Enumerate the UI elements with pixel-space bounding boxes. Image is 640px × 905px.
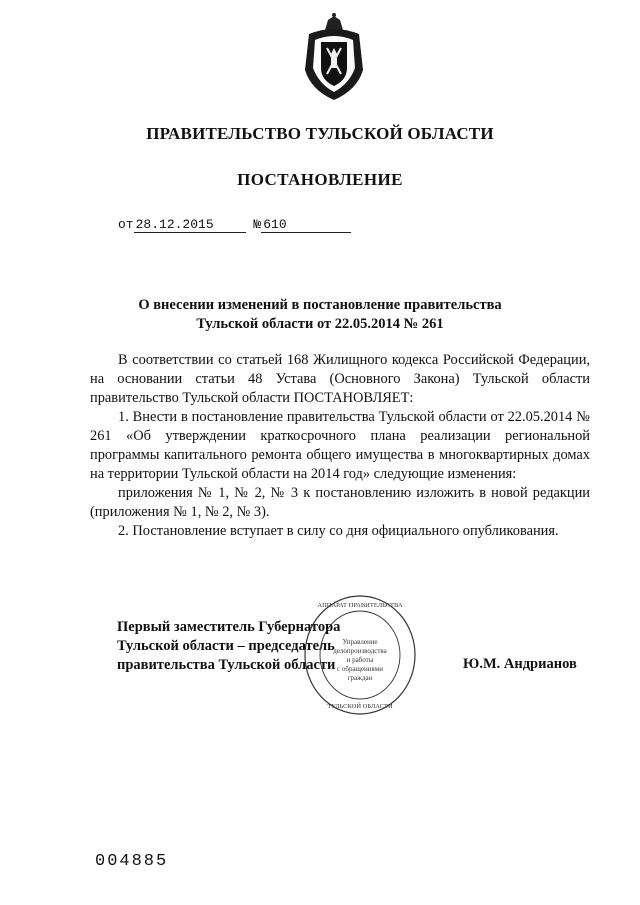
organization-title: ПРАВИТЕЛЬСТВО ТУЛЬСКОЙ ОБЛАСТИ bbox=[146, 124, 494, 143]
subject-line-1: О внесении изменений в постановление правительства bbox=[138, 297, 502, 313]
position-line-3: правительства Тульской области bbox=[117, 657, 336, 673]
item-1-paragraph: 1. Внести в постановление правительства Тульской области от 22.05.2014 № 261 «Об утверждении краткосрочного плана реализации региональной программы капитального ремонта общего имущества в многоквартирных домах на территории Тульской области на 2014 год» следующие изменения: bbox=[90, 409, 590, 482]
preamble-paragraph: В соответствии со статьей 168 Жилищного кодекса Российской Федерации, на основании статьи 48 Устава (Основного Закона) Тульской области правительство Тульской области ПОСТАНОВЛЯЕТ: bbox=[90, 352, 590, 406]
position-line-1: Первый заместитель Губернатора bbox=[117, 619, 341, 635]
coat-of-arms-emblem bbox=[301, 12, 367, 102]
svg-text:с обращениями: с обращениями bbox=[337, 665, 383, 673]
svg-text:делопроизводства: делопроизводства bbox=[333, 647, 387, 655]
registration-date: 28.12.2015 bbox=[134, 218, 246, 233]
signatory-name: Ю.М. Андрианов bbox=[463, 656, 577, 672]
position-line-2: Тульской области – председатель bbox=[117, 638, 335, 654]
item-2-paragraph: 2. Постановление вступает в силу со дня официального опубликования. bbox=[118, 523, 559, 539]
subject-line-2: Тульской области от 22.05.2014 № 261 bbox=[196, 316, 444, 332]
svg-text:и работы: и работы bbox=[346, 656, 374, 664]
document-type-title: ПОСТАНОВЛЕНИЕ bbox=[237, 170, 403, 189]
item-1-detail-paragraph: приложения № 1, № 2, № 3 к постановлению изложить в новой редакции (приложения № 1, № 2, № 3). bbox=[90, 485, 590, 520]
date-prefix: от bbox=[118, 217, 134, 232]
document-subject bbox=[120, 296, 520, 334]
registration-number: 610 bbox=[261, 218, 351, 233]
svg-text:Управление: Управление bbox=[342, 638, 378, 646]
svg-text:ТУЛЬСКОЙ ОБЛАСТИ: ТУЛЬСКОЙ ОБЛАСТИ bbox=[327, 703, 393, 710]
registry-number: 004885 bbox=[95, 852, 169, 871]
official-stamp bbox=[303, 594, 417, 716]
registration-line bbox=[118, 217, 351, 233]
document-body bbox=[90, 351, 590, 541]
svg-text:граждан: граждан bbox=[347, 674, 373, 682]
number-prefix: № bbox=[253, 217, 262, 232]
svg-text:АППАРАТ ПРАВИТЕЛЬСТВА: АППАРАТ ПРАВИТЕЛЬСТВА bbox=[317, 602, 403, 609]
